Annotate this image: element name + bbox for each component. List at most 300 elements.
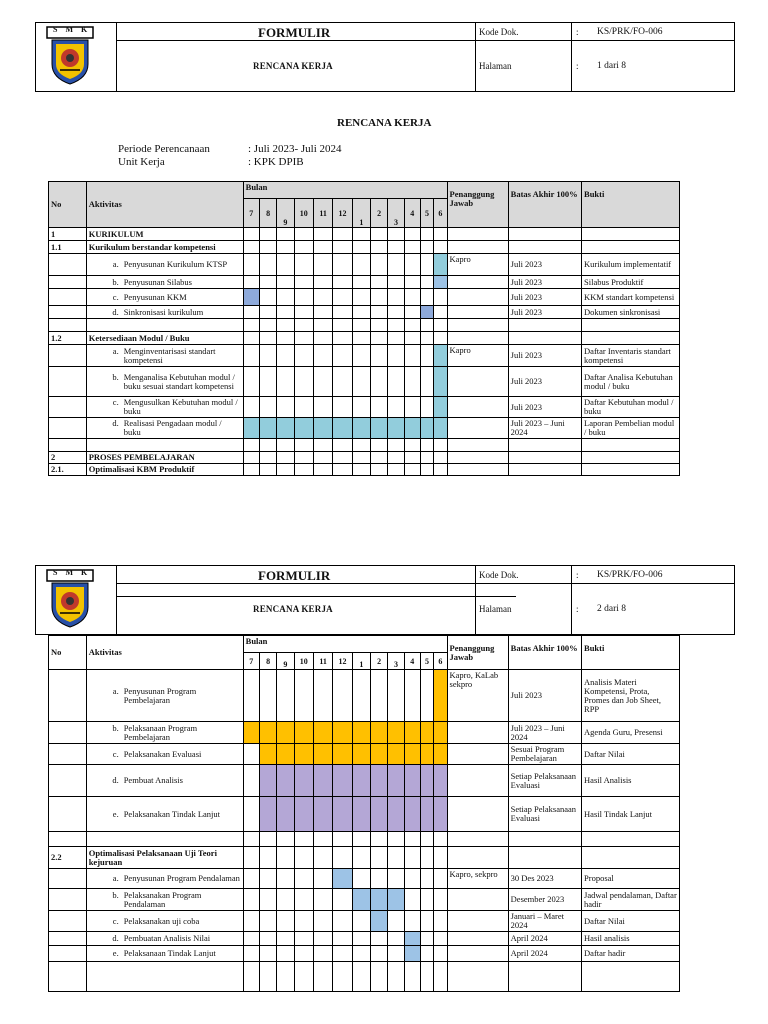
month-cell — [333, 306, 352, 319]
month-cell — [294, 289, 313, 306]
table-row — [49, 332, 680, 345]
month-cell — [277, 832, 294, 847]
activity-item — [89, 419, 241, 437]
activity-text: Penyusunan KKM — [123, 291, 187, 302]
month-cell — [388, 744, 404, 765]
month-cell — [294, 452, 313, 464]
row-bukti: Hasil Tindak Lanjut — [582, 797, 680, 832]
row-penanggung — [447, 241, 508, 254]
activity-letter: c. — [112, 748, 119, 759]
row-penanggung: Kapro — [447, 254, 508, 276]
activity-item — [89, 891, 241, 909]
month-cell — [313, 241, 332, 254]
month-cell — [352, 439, 370, 452]
month-cell — [388, 289, 404, 306]
row-batas — [508, 241, 581, 254]
month-cell — [259, 911, 276, 932]
month-cell — [388, 911, 404, 932]
month-cell — [371, 832, 388, 847]
month-cell — [243, 254, 259, 276]
month-cell — [434, 397, 447, 418]
row-activity — [86, 889, 243, 911]
table-row — [49, 765, 680, 797]
month-cell — [243, 832, 259, 847]
month-cell — [333, 228, 352, 241]
month-cell — [352, 832, 370, 847]
month-cell — [259, 797, 276, 832]
month-cell — [404, 289, 420, 306]
activity-text: Pelaksanakan Evaluasi — [123, 748, 202, 759]
month-cell — [352, 228, 370, 241]
month-header: 4 — [404, 199, 420, 228]
row-batas — [508, 228, 581, 241]
month-cell — [388, 932, 404, 946]
row-batas: Setiap Pelaksanaan Evaluasi — [508, 797, 581, 832]
month-cell — [371, 439, 388, 452]
row-penanggung — [447, 452, 508, 464]
month-cell — [259, 452, 276, 464]
row-no: 1.1 — [49, 241, 87, 254]
month-cell — [388, 946, 404, 962]
month-cell — [420, 241, 433, 254]
month-cell — [420, 765, 433, 797]
month-cell — [333, 241, 352, 254]
month-cell — [294, 889, 313, 911]
month-cell — [259, 744, 276, 765]
row-penanggung — [447, 765, 508, 797]
month-header: 9 — [277, 653, 294, 670]
row-no — [49, 670, 87, 722]
month-cell — [352, 932, 370, 946]
row-bukti: Proposal — [582, 869, 680, 889]
row-penanggung — [447, 367, 508, 397]
month-cell — [333, 345, 352, 367]
month-cell — [333, 765, 352, 797]
month-cell — [259, 464, 276, 476]
activity-letter: d. — [112, 933, 119, 943]
month-cell — [434, 670, 447, 722]
activity-item — [89, 373, 241, 391]
row-batas: Setiap Pelaksanaan Evaluasi — [508, 765, 581, 797]
month-cell — [434, 289, 447, 306]
month-cell — [277, 722, 294, 744]
month-cell — [404, 452, 420, 464]
month-cell — [333, 452, 352, 464]
row-bukti — [582, 452, 680, 464]
month-cell — [294, 847, 313, 869]
month-cell — [243, 418, 259, 439]
month-cell — [243, 962, 259, 992]
month-cell — [294, 670, 313, 722]
month-cell — [243, 319, 259, 332]
month-cell — [404, 847, 420, 869]
month-cell — [277, 869, 294, 889]
month-header: 2 — [371, 199, 388, 228]
row-bukti: Hasil analisis — [582, 932, 680, 946]
month-cell — [404, 797, 420, 832]
row-no: 2 — [49, 452, 87, 464]
month-cell — [277, 452, 294, 464]
month-cell — [404, 946, 420, 962]
month-cell — [313, 452, 332, 464]
month-cell — [388, 254, 404, 276]
activity-text: Pembuatan Analisis Nilai — [123, 933, 211, 943]
month-cell — [352, 744, 370, 765]
month-cell — [371, 319, 388, 332]
row-bukti — [582, 464, 680, 476]
month-cell — [243, 765, 259, 797]
month-header: 2 — [371, 653, 388, 670]
month-cell — [434, 345, 447, 367]
month-cell — [277, 228, 294, 241]
page1-kode-value: KS/PRK/FO-006 — [597, 27, 663, 37]
month-cell — [277, 946, 294, 962]
unit-value: : KPK DPIB — [248, 156, 304, 168]
row-bukti: Hasil Analisis — [582, 765, 680, 797]
month-cell — [404, 241, 420, 254]
table-header-row — [49, 636, 680, 653]
row-penanggung — [447, 397, 508, 418]
row-activity — [86, 946, 243, 962]
row-no — [49, 765, 87, 797]
activity-letter: d. — [112, 306, 119, 317]
page1-kode-label: Kode Dok. — [479, 27, 519, 37]
month-cell — [277, 797, 294, 832]
month-cell — [420, 670, 433, 722]
month-cell — [388, 889, 404, 911]
col-header-batas: Batas Akhir 100% — [508, 636, 581, 670]
row-batas: Juli 2023 — [508, 367, 581, 397]
row-batas: Juli 2023 — [508, 306, 581, 319]
month-cell — [313, 847, 332, 869]
row-no — [49, 276, 87, 289]
month-cell — [243, 345, 259, 367]
table-row — [49, 889, 680, 911]
row-penanggung — [447, 464, 508, 476]
table-row — [49, 932, 680, 946]
school-crest-icon — [46, 569, 94, 629]
month-cell — [404, 869, 420, 889]
page1-form-title: FORMULIR — [258, 25, 331, 40]
col-header-bukti: Bukti — [582, 636, 680, 670]
month-cell — [352, 946, 370, 962]
table-row — [49, 464, 680, 476]
month-cell — [277, 744, 294, 765]
unit-label: Unit Kerja — [118, 156, 165, 168]
table-row — [49, 744, 680, 765]
row-batas — [508, 464, 581, 476]
activity-item — [89, 278, 241, 287]
month-cell — [388, 319, 404, 332]
col-header-aktivitas: Aktivitas — [86, 182, 243, 228]
row-activity — [86, 289, 243, 306]
col-header-bukti: Bukti — [582, 182, 680, 228]
month-cell — [352, 306, 370, 319]
row-activity — [86, 765, 243, 797]
month-cell — [420, 932, 433, 946]
periode-label: Periode Perencanaan — [118, 143, 210, 155]
month-cell — [420, 722, 433, 744]
row-no — [49, 345, 87, 367]
activity-text: Optimalisasi Pelaksanaan Uji Teori kejuruan — [88, 847, 217, 867]
row-bukti — [582, 962, 680, 992]
month-cell — [294, 765, 313, 797]
month-cell — [352, 847, 370, 869]
activity-item — [89, 750, 241, 759]
month-cell — [352, 722, 370, 744]
month-cell — [277, 367, 294, 397]
month-cell — [313, 345, 332, 367]
month-cell — [434, 744, 447, 765]
month-cell — [388, 418, 404, 439]
month-cell — [352, 289, 370, 306]
month-cell — [277, 289, 294, 306]
month-header: 1 — [352, 653, 370, 670]
month-cell — [259, 847, 276, 869]
row-penanggung — [447, 319, 508, 332]
col-header-penanggung: Penanggung Jawab — [447, 182, 508, 228]
activity-letter: c. — [112, 397, 119, 407]
month-cell — [313, 319, 332, 332]
month-cell — [313, 397, 332, 418]
month-cell — [420, 847, 433, 869]
month-cell — [243, 670, 259, 722]
row-bukti: Daftar Kebutuhan modul / buku — [582, 397, 680, 418]
month-cell — [259, 332, 276, 345]
row-no — [49, 911, 87, 932]
month-cell — [313, 289, 332, 306]
month-cell — [313, 744, 332, 765]
col-header-penanggung: Penanggung Jawab — [447, 636, 508, 670]
month-header: 3 — [388, 199, 404, 228]
month-cell — [313, 765, 332, 797]
month-cell — [294, 722, 313, 744]
month-cell — [352, 797, 370, 832]
row-activity — [86, 241, 243, 254]
month-cell — [294, 832, 313, 847]
month-cell — [420, 228, 433, 241]
month-cell — [371, 306, 388, 319]
month-cell — [277, 241, 294, 254]
month-cell — [243, 228, 259, 241]
month-cell — [277, 765, 294, 797]
month-cell — [313, 332, 332, 345]
row-batas: Desember 2023 — [508, 889, 581, 911]
month-cell — [371, 418, 388, 439]
month-cell — [388, 241, 404, 254]
page2-halaman-value: 2 dari 8 — [597, 604, 627, 614]
activity-text: Pelaksanakan uji coba — [123, 915, 200, 926]
month-cell — [434, 946, 447, 962]
month-cell — [294, 464, 313, 476]
month-cell — [371, 869, 388, 889]
month-cell — [243, 722, 259, 744]
month-cell — [352, 911, 370, 932]
month-header: 3 — [388, 653, 404, 670]
month-cell — [243, 946, 259, 962]
month-cell — [352, 889, 370, 911]
activity-item — [89, 347, 241, 365]
table-row — [49, 367, 680, 397]
month-cell — [420, 889, 433, 911]
month-cell — [333, 744, 352, 765]
row-batas: 30 Des 2023 — [508, 869, 581, 889]
month-cell — [333, 367, 352, 397]
month-cell — [259, 367, 276, 397]
month-cell — [313, 228, 332, 241]
month-cell — [333, 889, 352, 911]
activity-item — [89, 398, 241, 416]
month-cell — [333, 397, 352, 418]
page1-halaman-value: 1 dari 8 — [597, 61, 627, 71]
row-activity — [86, 367, 243, 397]
month-cell — [352, 241, 370, 254]
row-penanggung — [447, 832, 508, 847]
month-cell — [434, 847, 447, 869]
month-cell — [352, 345, 370, 367]
month-cell — [333, 439, 352, 452]
month-cell — [420, 946, 433, 962]
activity-text: Penyusunan Kurikulum KTSP — [123, 259, 228, 269]
month-cell — [404, 306, 420, 319]
month-cell — [277, 889, 294, 911]
row-activity — [86, 670, 243, 722]
month-header: 9 — [277, 199, 294, 228]
page1-plan-table — [48, 181, 680, 476]
month-cell — [333, 670, 352, 722]
month-cell — [420, 869, 433, 889]
month-cell — [434, 306, 447, 319]
row-bukti — [582, 832, 680, 847]
month-cell — [434, 832, 447, 847]
row-batas: Juli 2023 – Juni 2024 — [508, 722, 581, 744]
school-crest-icon — [46, 26, 94, 86]
month-header: 1 — [352, 199, 370, 228]
month-header: 6 — [434, 653, 447, 670]
month-cell — [371, 228, 388, 241]
month-cell — [313, 367, 332, 397]
activity-letter: c. — [112, 291, 119, 302]
month-cell — [434, 765, 447, 797]
row-activity — [86, 345, 243, 367]
month-cell — [388, 345, 404, 367]
month-cell — [277, 670, 294, 722]
month-cell — [434, 418, 447, 439]
month-cell — [333, 932, 352, 946]
month-header: 12 — [333, 199, 352, 228]
month-cell — [352, 276, 370, 289]
month-cell — [404, 464, 420, 476]
month-cell — [352, 254, 370, 276]
month-cell — [259, 276, 276, 289]
month-cell — [388, 797, 404, 832]
row-penanggung — [447, 889, 508, 911]
row-bukti — [582, 332, 680, 345]
month-cell — [333, 847, 352, 869]
row-activity — [86, 722, 243, 744]
month-cell — [404, 276, 420, 289]
month-cell — [313, 797, 332, 832]
row-bukti: Daftar hadir — [582, 946, 680, 962]
row-no — [49, 722, 87, 744]
month-cell — [294, 228, 313, 241]
activity-text: Pembuat Analisis — [123, 775, 183, 785]
page2-kode-label: Kode Dok. — [479, 570, 519, 580]
activity-text: Penyusunan Program Pembelajaran — [123, 685, 197, 705]
month-cell — [277, 911, 294, 932]
activity-text: Penyusunan Silabus — [123, 276, 192, 287]
row-no: 2.2 — [49, 847, 87, 869]
row-activity — [86, 418, 243, 439]
month-cell — [388, 306, 404, 319]
month-cell — [388, 722, 404, 744]
month-cell — [420, 911, 433, 932]
activity-text: Pelaksanaan Program Pembelajaran — [123, 722, 198, 742]
table-row — [49, 228, 680, 241]
month-cell — [333, 946, 352, 962]
row-penanggung — [447, 276, 508, 289]
month-cell — [371, 670, 388, 722]
month-cell — [371, 452, 388, 464]
table-row — [49, 911, 680, 932]
month-cell — [277, 464, 294, 476]
month-cell — [333, 869, 352, 889]
row-batas: Juli 2023 — [508, 670, 581, 722]
month-cell — [420, 306, 433, 319]
row-batas: Juli 2023 — [508, 276, 581, 289]
month-cell — [434, 797, 447, 832]
month-cell — [259, 241, 276, 254]
month-header: 8 — [259, 199, 276, 228]
month-cell — [404, 962, 420, 992]
row-no: 2.1. — [49, 464, 87, 476]
activity-text: Pelaksanaan Tindak Lanjut — [123, 948, 216, 958]
month-cell — [404, 744, 420, 765]
activity-text: KURIKULUM — [88, 228, 144, 239]
month-cell — [277, 397, 294, 418]
page2-kode-sep: : — [576, 570, 579, 580]
month-header: 7 — [243, 653, 259, 670]
table-row — [49, 418, 680, 439]
row-no: 1 — [49, 228, 87, 241]
row-penanggung — [447, 289, 508, 306]
month-cell — [277, 306, 294, 319]
page1-halaman-label: Halaman — [479, 61, 512, 71]
month-cell — [352, 670, 370, 722]
month-cell — [333, 797, 352, 832]
row-bukti: Agenda Guru, Presensi — [582, 722, 680, 744]
month-cell — [277, 332, 294, 345]
month-cell — [277, 962, 294, 992]
month-cell — [404, 932, 420, 946]
month-cell — [388, 452, 404, 464]
month-cell — [434, 932, 447, 946]
table-row — [49, 670, 680, 722]
periode-value: : Juli 2023- Juli 2024 — [248, 143, 342, 155]
row-bukti: Daftar Inventaris standart kompetensi — [582, 345, 680, 367]
month-cell — [294, 962, 313, 992]
month-cell — [371, 744, 388, 765]
month-cell — [404, 439, 420, 452]
month-cell — [388, 276, 404, 289]
row-activity — [86, 832, 243, 847]
month-cell — [333, 332, 352, 345]
row-batas — [508, 452, 581, 464]
month-cell — [371, 464, 388, 476]
month-cell — [294, 797, 313, 832]
activity-letter: b. — [112, 371, 119, 382]
row-penanggung — [447, 911, 508, 932]
